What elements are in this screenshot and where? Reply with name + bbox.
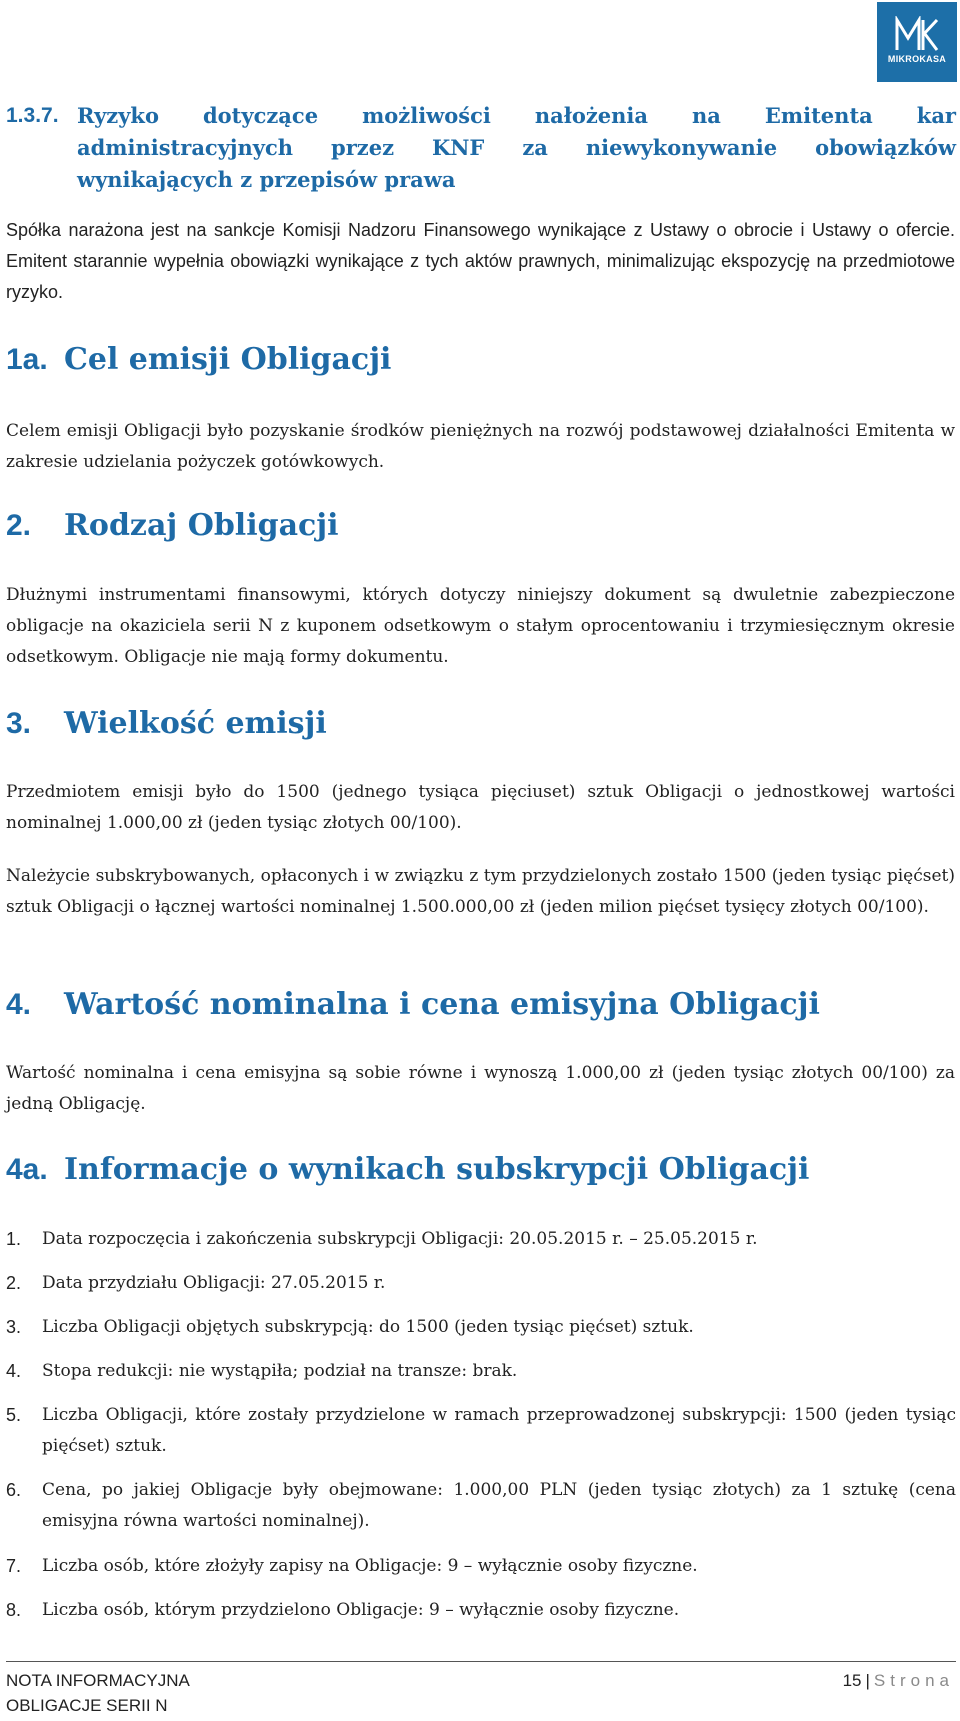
list-item-number: 2. [6,1273,22,1293]
list-item-text: Stopa redukcji: nie wystąpiła; podział na transze: brak. [42,1361,518,1381]
section-title: Cel emisji Obligacji [64,342,392,377]
section-title: Informacje o wynikach subskrypcji Obligacji [64,1152,810,1187]
list-item [6,1475,956,1537]
section-title: Wielkość emisji [64,706,327,741]
list-item [6,1551,956,1582]
footer-document-title [6,1668,190,1718]
page-label: Strona [873,1671,954,1690]
list-item-text: Data rozpoczęcia i zakończenia subskrypcji Obligacji: 20.05.2015 r. – 25.05.2015 r. [42,1229,758,1249]
section-number: 3. [6,707,32,740]
section-3-body-2: Należycie subskrybowanych, opłaconych i w związku z tym przydzielonych zostało 1500 (jeden tysiąc pięćset) sztuk Obligacji o łącznej wartości nominalnej 1.500.000,00 zł (jeden milion pięćset tysięcy złotych 00/100). [6,866,955,917]
list-item-number: 5. [6,1405,22,1425]
section-number: 4. [6,988,32,1021]
list-item [6,1595,956,1626]
section-4-body: Wartość nominalna i cena emisyjna są sobie równe i wynoszą 1.000,00 zł (jeden tysiąc złotych 00/100) za jedną Obligację. [6,1063,955,1114]
section-number: 2. [6,509,32,542]
list-item-number: 1. [6,1229,22,1249]
list-item-number: 4. [6,1361,22,1381]
list-item-text: Data przydziału Obligacji: 27.05.2015 r. [42,1273,386,1293]
mikrokasa-logo [877,2,957,82]
section-number: 1.3.7. [6,104,59,127]
section-number: 1a. [6,343,48,376]
section-3-body-1: Przedmiotem emisji było do 1500 (jednego tysiąca pięciuset) sztuk Obligacji o jednostkowej wartości nominalnej 1.000,00 zł (jeden tysiąc złotych 00/100). [6,782,955,833]
list-item-text: Liczba Obligacji, które zostały przydzielone w ramach przeprowadzonej subskrypcji: 1500 (jeden tysiąc pięćset) sztuk. [42,1405,956,1456]
footer-divider [6,1661,956,1662]
list-item [6,1224,956,1255]
section-1-3-7-heading [6,100,956,196]
list-item-number: 3. [6,1317,22,1337]
section-title: Rodzaj Obligacji [64,508,339,543]
list-item [6,1268,956,1299]
page-number: 15 [842,1671,862,1690]
footer-line-2: OBLIGACJE SERII N [6,1696,168,1715]
list-item [6,1400,956,1462]
section-1-3-7-body: Spółka narażona jest na sankcje Komisji Nadzoru Finansowego wynikające z Ustawy o obrocie i Ustawy o ofercie. Emitent starannie wypełnia obowiązki wynikające z tych aktów prawnych, minimalizując ekspozycję na przedmiotowe ryzyko. [6,220,955,302]
list-item [6,1356,956,1387]
list-item-text: Liczba Obligacji objętych subskrypcją: do 1500 (jeden tysiąc pięćset) sztuk. [42,1317,694,1337]
section-title: Wartość nominalna i cena emisyjna Obligacji [64,987,820,1022]
list-item-number: 8. [6,1600,22,1620]
section-2-body: Dłużnymi instrumentami finansowymi, których dotyczy niniejszy dokument są dwuletnie zabezpieczone obligacje na okaziciela serii N z kuponem odsetkowym o stałym oprocentowaniu i trzymiesięcznym okresie odsetkowym. Obligacje nie mają formy dokumentu. [6,585,955,667]
list-item-text: Cena, po jakiej Obligacje były obejmowane: 1.000,00 PLN (jeden tysiąc złotych) za 1 sztukę (cena emisyjna równa wartości nominalnej). [42,1480,956,1531]
mk-monogram-icon [895,16,939,52]
logo-wordmark: MIKROKASA [887,54,947,64]
list-item-number: 6. [6,1480,22,1500]
page-separator: | [865,1671,870,1690]
list-item-text: Liczba osób, które złożyły zapisy na Obligacje: 9 – wyłącznie osoby fizyczne. [42,1556,698,1576]
section-1a-body: Celem emisji Obligacji było pozyskanie środków pieniężnych na rozwój podstawowej działalności Emitenta w zakresie udzielania pożyczek gotówkowych. [6,421,955,472]
list-item [6,1312,956,1343]
page-number-label [843,1668,954,1693]
section-title: Ryzyko dotyczące możliwości nałożenia na Emitenta kar administracyjnych przez KNF za niewykonywanie obowiązków wynikających z przepisów prawa [77,103,956,192]
list-item-text: Liczba osób, którym przydzielono Obligacje: 9 – wyłącznie osoby fizyczne. [42,1600,680,1620]
list-item-number: 7. [6,1556,22,1576]
footer-line-1: NOTA INFORMACYJNA [6,1671,190,1690]
section-number: 4a. [6,1153,48,1186]
